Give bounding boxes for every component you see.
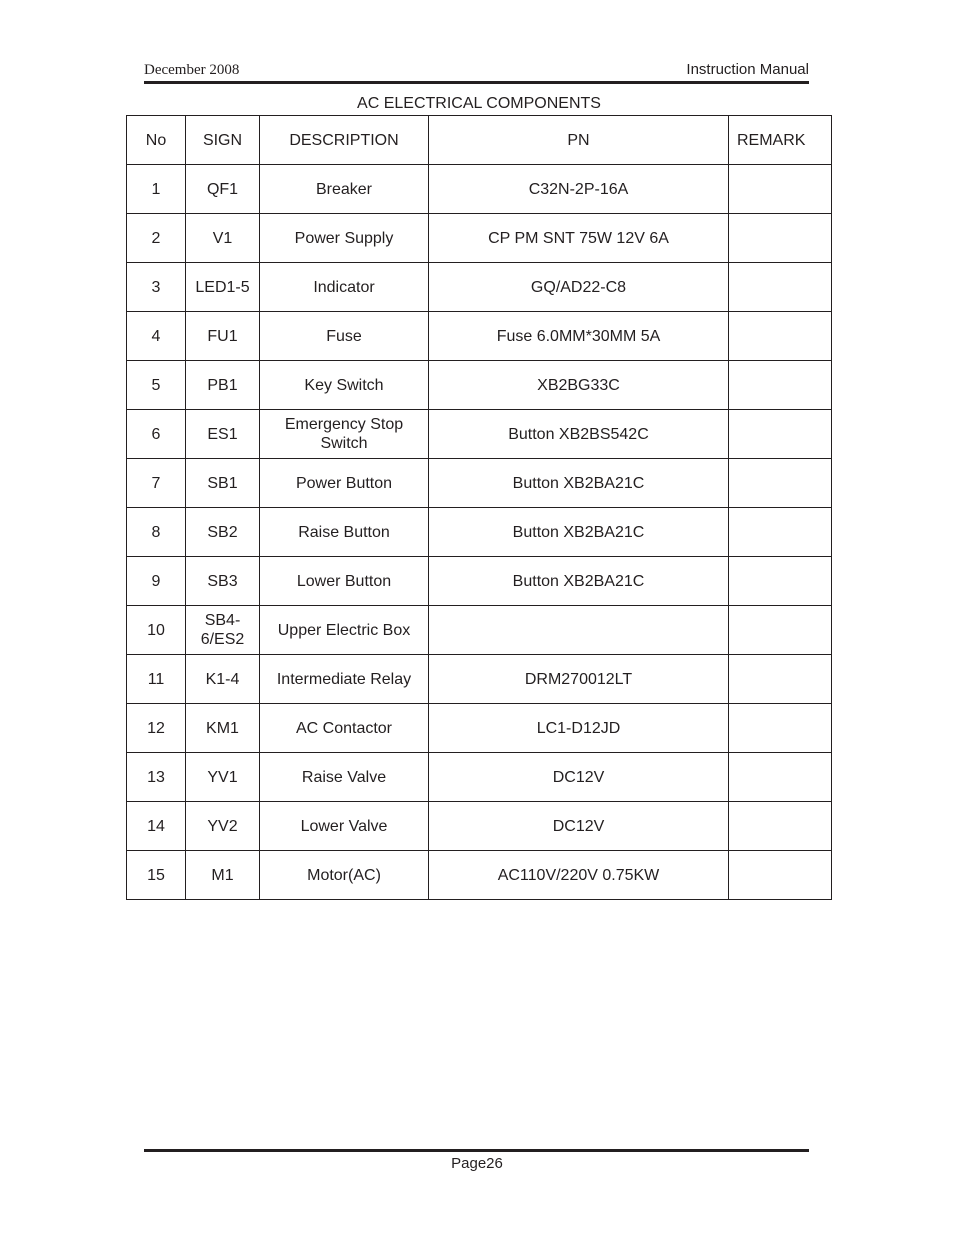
table-row (127, 557, 832, 606)
cell-description: Lower Button (260, 557, 429, 606)
column-header-remark: REMARK (729, 116, 832, 165)
table-body (127, 165, 832, 900)
table-row (127, 508, 832, 557)
cell-no: 11 (127, 655, 186, 704)
cell-pn: Button XB2BA21C (429, 557, 729, 606)
cell-sign: PB1 (186, 361, 260, 410)
table-row (127, 802, 832, 851)
column-header-description: DESCRIPTION (260, 116, 429, 165)
cell-pn: DRM270012LT (429, 655, 729, 704)
cell-sign: ES1 (186, 410, 260, 459)
cell-sign: FU1 (186, 312, 260, 361)
header-date: December 2008 (144, 62, 240, 78)
footer-rule (144, 1149, 809, 1152)
cell-description: Raise Button (260, 508, 429, 557)
cell-description: Motor(AC) (260, 851, 429, 900)
cell-pn: C32N-2P-16A (429, 165, 729, 214)
cell-description: AC Contactor (260, 704, 429, 753)
cell-pn: LC1-D12JD (429, 704, 729, 753)
cell-remark (729, 655, 832, 704)
cell-no: 3 (127, 263, 186, 312)
cell-pn: Fuse 6.0MM*30MM 5A (429, 312, 729, 361)
cell-pn: DC12V (429, 753, 729, 802)
table-row (127, 459, 832, 508)
cell-description: Fuse (260, 312, 429, 361)
cell-sign: M1 (186, 851, 260, 900)
table-header-row (127, 116, 832, 165)
cell-remark (729, 410, 832, 459)
cell-no: 12 (127, 704, 186, 753)
table-row (127, 361, 832, 410)
cell-pn: Button XB2BA21C (429, 459, 729, 508)
cell-sign: SB1 (186, 459, 260, 508)
table-caption: AC ELECTRICAL COMPONENTS (357, 95, 601, 112)
cell-sign: YV1 (186, 753, 260, 802)
cell-remark (729, 557, 832, 606)
cell-pn: Button XB2BS542C (429, 410, 729, 459)
cell-description: Intermediate Relay (260, 655, 429, 704)
column-header-pn: PN (429, 116, 729, 165)
cell-pn: CP PM SNT 75W 12V 6A (429, 214, 729, 263)
cell-remark (729, 508, 832, 557)
table-row (127, 704, 832, 753)
cell-remark (729, 361, 832, 410)
cell-no: 10 (127, 606, 186, 655)
cell-pn: XB2BG33C (429, 361, 729, 410)
cell-remark (729, 851, 832, 900)
header-document-title: Instruction Manual (686, 61, 809, 78)
cell-remark (729, 312, 832, 361)
column-header-no: No (127, 116, 186, 165)
table-row (127, 214, 832, 263)
cell-no: 5 (127, 361, 186, 410)
cell-sign: KM1 (186, 704, 260, 753)
table-row (127, 606, 832, 655)
cell-no: 2 (127, 214, 186, 263)
cell-description: Raise Valve (260, 753, 429, 802)
cell-remark (729, 214, 832, 263)
cell-remark (729, 459, 832, 508)
column-header-sign: SIGN (186, 116, 260, 165)
cell-description: Lower Valve (260, 802, 429, 851)
cell-pn: AC110V/220V 0.75KW (429, 851, 729, 900)
cell-description: Upper Electric Box (260, 606, 429, 655)
cell-description: Emergency Stop Switch (260, 410, 429, 459)
table-row (127, 655, 832, 704)
table-row (127, 312, 832, 361)
cell-sign: V1 (186, 214, 260, 263)
cell-sign: K1-4 (186, 655, 260, 704)
cell-remark (729, 704, 832, 753)
table-row (127, 165, 832, 214)
cell-pn (429, 606, 729, 655)
table-row (127, 410, 832, 459)
cell-sign: LED1-5 (186, 263, 260, 312)
cell-no: 6 (127, 410, 186, 459)
cell-remark (729, 753, 832, 802)
cell-remark (729, 606, 832, 655)
cell-no: 14 (127, 802, 186, 851)
components-table (126, 115, 832, 900)
cell-description: Breaker (260, 165, 429, 214)
cell-no: 15 (127, 851, 186, 900)
cell-remark (729, 802, 832, 851)
cell-sign: QF1 (186, 165, 260, 214)
cell-no: 9 (127, 557, 186, 606)
cell-sign: SB3 (186, 557, 260, 606)
cell-description: Power Supply (260, 214, 429, 263)
cell-pn: DC12V (429, 802, 729, 851)
table-row (127, 851, 832, 900)
cell-sign: YV2 (186, 802, 260, 851)
cell-sign: SB4-6/ES2 (186, 606, 260, 655)
cell-pn: Button XB2BA21C (429, 508, 729, 557)
cell-pn: GQ/AD22-C8 (429, 263, 729, 312)
cell-remark (729, 263, 832, 312)
table-row (127, 263, 832, 312)
page-number: Page26 (451, 1155, 503, 1172)
cell-no: 7 (127, 459, 186, 508)
cell-sign: SB2 (186, 508, 260, 557)
cell-description: Key Switch (260, 361, 429, 410)
table-row (127, 753, 832, 802)
cell-no: 13 (127, 753, 186, 802)
cell-description: Power Button (260, 459, 429, 508)
cell-remark (729, 165, 832, 214)
cell-no: 8 (127, 508, 186, 557)
header-rule (144, 81, 809, 84)
cell-no: 4 (127, 312, 186, 361)
cell-description: Indicator (260, 263, 429, 312)
cell-no: 1 (127, 165, 186, 214)
